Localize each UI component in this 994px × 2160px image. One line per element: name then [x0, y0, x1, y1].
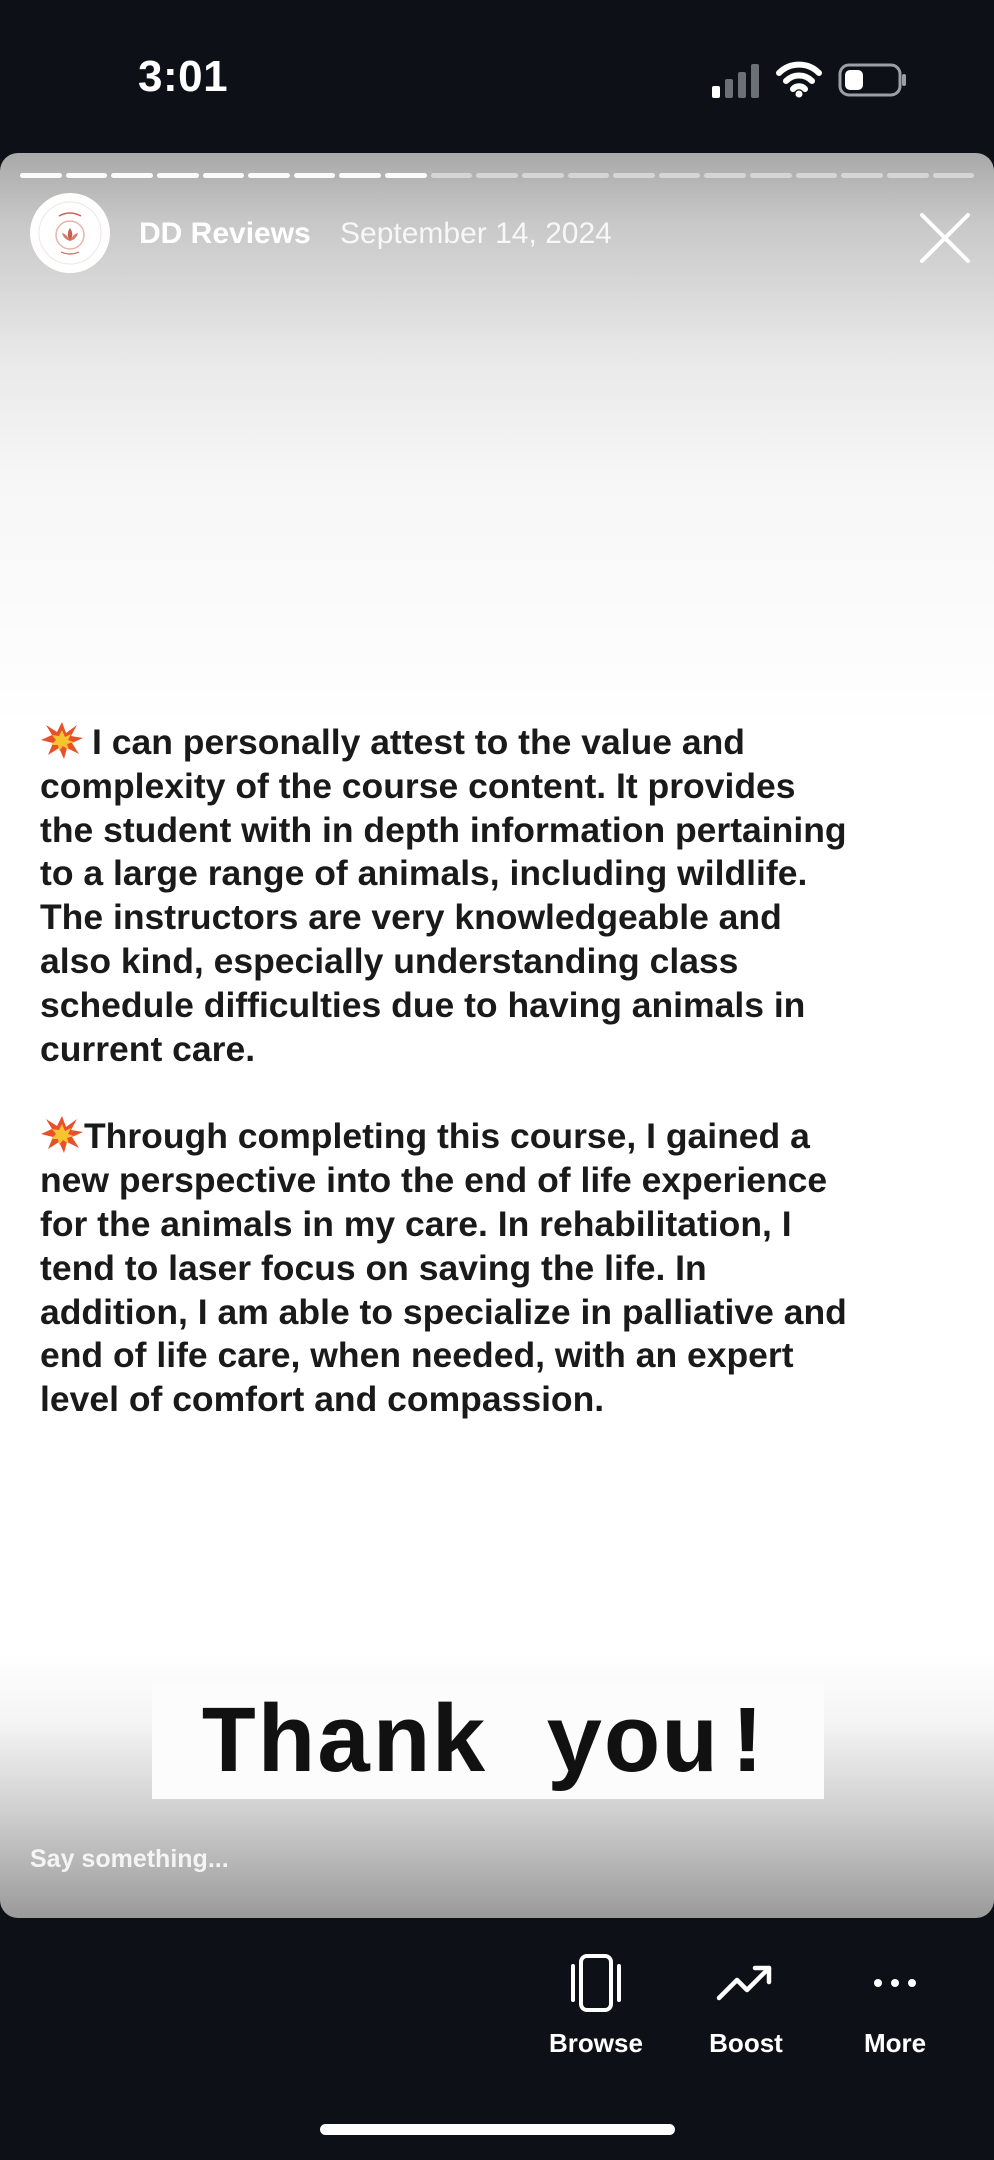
progress-segment: [385, 173, 427, 178]
progress-segment: [66, 173, 108, 178]
progress-segment: [294, 173, 336, 178]
collision-emoji-icon: [40, 720, 84, 760]
progress-segment: [20, 173, 62, 178]
progress-segment: [568, 173, 610, 178]
account-avatar[interactable]: [30, 193, 110, 273]
status-bar: [0, 0, 994, 150]
progress-segment: [111, 173, 153, 178]
browse-label: Browse: [549, 2028, 643, 2058]
story-viewer[interactable]: [0, 153, 994, 1918]
home-indicator[interactable]: [320, 2124, 675, 2135]
close-icon[interactable]: [918, 211, 972, 265]
more-label: More: [863, 2028, 927, 2058]
progress-segment: [248, 173, 290, 178]
progress-segment: [476, 173, 518, 178]
clock-time: 3:01: [138, 52, 229, 101]
progress-segment: [339, 173, 381, 178]
thank-you-text: Thank you!: [199, 1691, 777, 1800]
progress-segment: [796, 173, 838, 178]
review-text: [40, 720, 970, 1422]
collision-emoji-icon: [40, 1114, 84, 1154]
trending-up-icon: [715, 1952, 777, 2014]
review-paragraph: [40, 720, 970, 1071]
progress-segment: [431, 173, 473, 178]
progress-segment: [933, 173, 975, 178]
progress-segment: [613, 173, 655, 178]
post-date: September 14, 2024: [340, 217, 612, 250]
browse-icon: [565, 1952, 627, 2014]
lotus-logo-icon: [37, 200, 103, 266]
more-dots-icon: [864, 1952, 926, 2014]
progress-segment: [887, 173, 929, 178]
progress-segment: [659, 173, 701, 178]
account-name[interactable]: DD Reviews: [139, 217, 311, 250]
boost-label: Boost: [709, 2028, 783, 2058]
browse-button[interactable]: [521, 1952, 671, 2062]
progress-segment: [522, 173, 564, 178]
more-button[interactable]: [820, 1952, 970, 2062]
progress-segment: [203, 173, 245, 178]
progress-segment: [841, 173, 883, 178]
story-progress-bar: [20, 173, 974, 178]
boost-button[interactable]: [671, 1952, 821, 2062]
reply-input[interactable]: Say something...: [30, 1845, 229, 1873]
progress-segment: [750, 173, 792, 178]
review-paragraph: [40, 1114, 970, 1422]
cellular-signal-icon: [712, 64, 760, 98]
review-paragraph-1: I can personally attest to the value and complexity of the course content. It provides the student with in depth information pertaining to a large range of animals, including wildlife. The instructors are very knowledgeable and also kind, especially understanding class schedule difficulties due to having animals in current care.: [40, 722, 847, 1069]
battery-icon: [838, 62, 908, 98]
wifi-icon: [776, 60, 822, 98]
progress-segment: [704, 173, 746, 178]
progress-segment: [157, 173, 199, 178]
review-paragraph-2: Through completing this course, I gained a new perspective into the end of life experience for the animals in my care. In rehabilitation, I tend to laser focus on saving the life. In addition, I am able to specialize in palliative and end of life care, when needed, with an expert level of comfort and compassion.: [40, 1116, 847, 1420]
